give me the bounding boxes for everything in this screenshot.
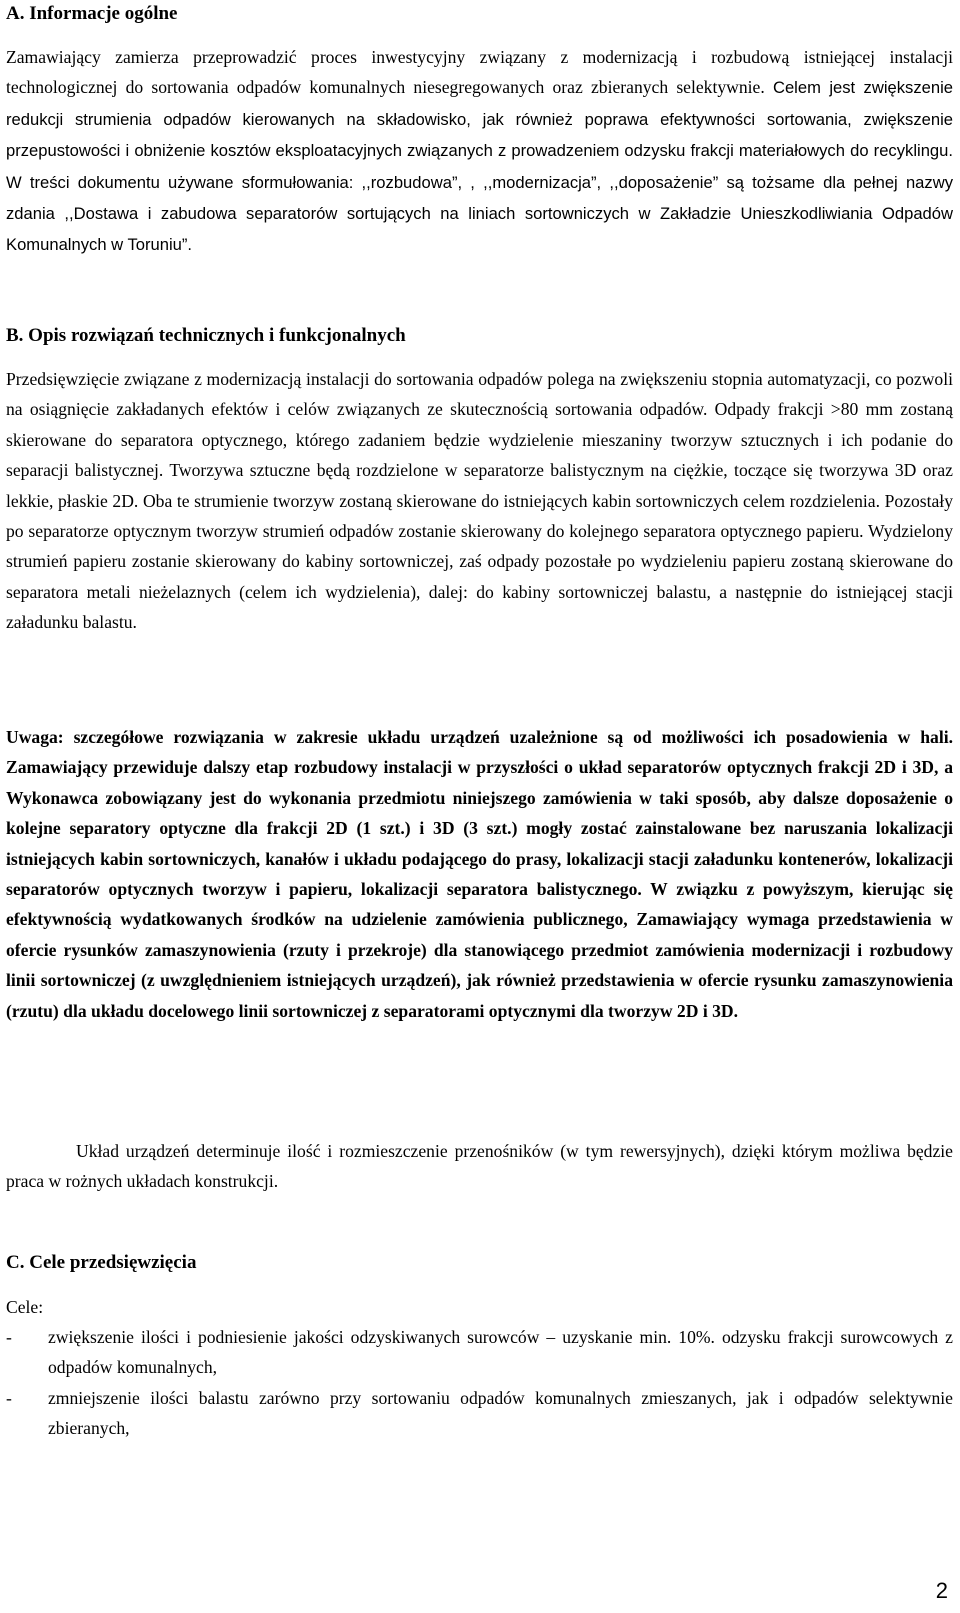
section-a-paragraph-serif: Zamawiający zamierza przeprowadzić proces inwestycyjny związany z modernizacją i rozbudową istniejącej instalacji technologicznej do sortowania odpadów komunalnych niesegregowanych oraz zbieranych selektywnie. — [6, 47, 953, 98]
section-a-paragraph — [6, 42, 953, 261]
list-dash: - — [6, 1387, 12, 1408]
list-item — [6, 1322, 953, 1383]
section-a-heading: A. Informacje ogólne — [6, 3, 178, 24]
list-item-text: zmniejszenie ilości balastu zarówno przy sortowaniu odpadów komunalnych zmieszanych, jak i odpadów selektywnie zbieranych, — [48, 1387, 953, 1439]
section-b-note-paragraph: Uwaga: szczegółowe rozwiązania w zakresie układu urządzeń uzależnione są od możliwości ich posadowienia w hali. Zamawiający przewiduje dalszy etap rozbudowy instalacji w przyszłości o układ separatorów optycznych frakcji 2D i 3D, a Wykonawca zobowiązany jest do wykonania przedmiotu niniejszego zamówienia w taki sposób, aby dalsze doposażenie o kolejne separatory optyczne dla frakcji 2D (1 szt.) i 3D (3 szt.) mogły zostać zainstalowane bez naruszania lokalizacji istniejących kabin sortowniczych, kanałów i układu podającego do prasy, lokalizacji stacji załadunku kontenerów, lokalizacji separatorów optycznych tworzyw i papieru, lokalizacji separatora balistycznego. W związku z powyższym, kierując się efektywnością wydatkowanych środków na udzielenie zamówienia publicznego, Zamawiający wymaga przedstawienia w ofercie rysunków zamaszynowienia (rzuty i przekroje) dla stanowiącego przedmiot zamówienia modernizacji i rozbudowy linii sortowniczej (z uwzględnieniem istniejących urządzeń), jak również przedstawienia w ofercie rysunku zamaszynowienia (rzutu) dla układu docelowego linii sortowniczej z separatorami optycznymi dla tworzyw 2D i 3D. — [6, 727, 953, 1021]
list-item — [6, 1383, 953, 1444]
section-b-paragraph-1: Przedsięwzięcie związane z modernizacją instalacji do sortowania odpadów polega na zwiększeniu stopnia automatyzacji, co pozwoli na osiągnięcie zakładanych efektów i celów związanych ze skutecznością sortowania odpadów. Odpady frakcji >80 mm zostaną skierowane do separatora optycznego, którego zadaniem będzie wydzielenie mieszaniny tworzyw sztucznych i ich podanie do separacji balistycznej. Tworzywa sztuczne będą rozdzielone w separatorze balistycznym na ciężkie, toczące się tworzywa 3D oraz lekkie, płaskie 2D. Oba te strumienie tworzyw zostaną skierowane do istniejących kabin sortowniczych celem rozdzielenia. Pozostały po separatorze optycznym tworzyw strumień odpadów zostanie skierowany do kolejnego separatora optycznego papieru. Wydzielony strumień papieru zostanie skierowany do kabiny sortowniczej, zaś odpady pozostałe po wydzieleniu papieru zostaną skierowane do separatora metali nieżelaznych (celem ich wydzielenia), dalej: do kabiny sortowniczej balastu, a następnie do istniejącej stacji załadunku balastu. — [6, 369, 953, 633]
list-dash: - — [6, 1327, 12, 1347]
list-item-text: zwiększenie ilości i podniesienie jakości odzyskiwanych surowców – uzyskanie min. 10%. odzysku frakcji surowcowych z odpadów komunalnych, — [48, 1327, 953, 1378]
section-b-heading: B. Opis rozwiązań technicznych i funkcjonalnych — [6, 325, 406, 346]
section-c-heading: C. Cele przedsięwzięcia — [6, 1252, 197, 1273]
section-a-paragraph-sans: Celem jest zwiększenie redukcji strumienia odpadów kierowanych na składowisko, jak również poprawa efektywności sortowania, zwiększenie przepustowości i obniżenie kosztów eksploatacyjnych związanych z prowadzeniem odzysku frakcji materiałowych do recyklingu. W treści dokumentu używane sformułowania: ,,rozbudowa”, , ,,modernizacja”, ,,doposażenie” są tożsame dla pełnej nazwy zdania ,,Dostawa i zabudowa separatorów sortujących na liniach sortowniczych w Zakładzie Unieszkodliwiania Odpadów Komunalnych w Toruniu”. — [6, 78, 954, 255]
goals-list — [6, 1322, 953, 1444]
page-number: 2 — [935, 1578, 948, 1603]
goals-label: Cele: — [6, 1297, 44, 1317]
section-b-paragraph-3: Układ urządzeń determinuje ilość i rozmieszczenie przenośników (w tym rewersyjnych), dzięki którym możliwa będzie praca w rożnych układach konstrukcji. — [6, 1141, 953, 1192]
